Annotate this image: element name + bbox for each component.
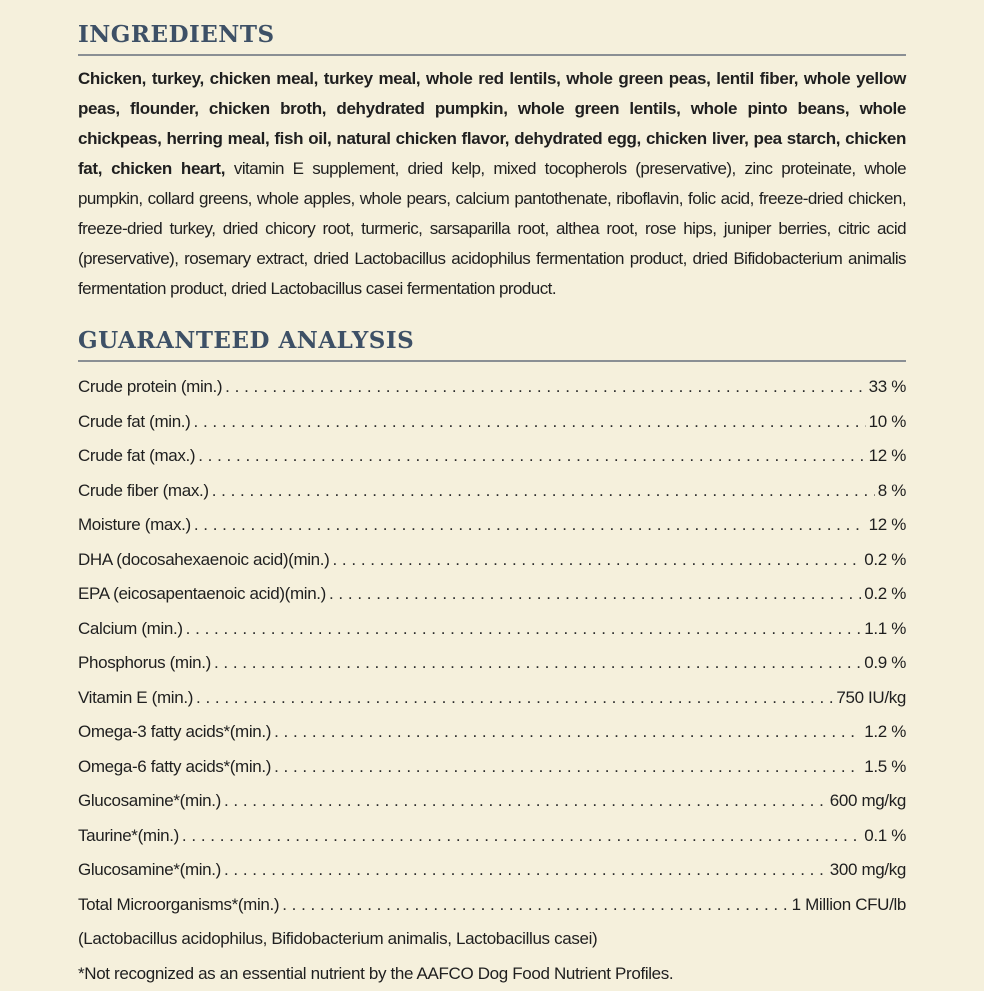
leader-dots — [182, 819, 861, 854]
analysis-value: 12 % — [869, 508, 906, 543]
ingredients-divider — [78, 54, 906, 56]
analysis-row — [78, 715, 906, 750]
analysis-row — [78, 405, 906, 440]
analysis-label: DHA (docosahexaenoic acid)(min.) — [78, 543, 329, 578]
analysis-label: Calcium (min.) — [78, 612, 183, 647]
analysis-label: Crude protein (min.) — [78, 370, 222, 405]
leader-dots — [198, 439, 865, 474]
analysis-label: Crude fat (max.) — [78, 439, 195, 474]
leader-dots — [194, 405, 866, 440]
analysis-label: Phosphorus (min.) — [78, 646, 211, 681]
leader-dots — [196, 681, 833, 716]
analysis-label: Moisture (max.) — [78, 508, 191, 543]
analysis-value: 10 % — [869, 405, 906, 440]
analysis-value: 300 mg/kg — [830, 853, 906, 888]
analysis-row — [78, 612, 906, 647]
ingredients-heading: INGREDIENTS — [78, 18, 906, 52]
analysis-label: Vitamin E (min.) — [78, 681, 193, 716]
analysis-label: Glucosamine*(min.) — [78, 853, 221, 888]
analysis-row — [78, 750, 906, 785]
analysis-header — [78, 324, 906, 362]
leader-dots — [225, 370, 865, 405]
analysis-row — [78, 577, 906, 612]
leader-dots — [186, 612, 862, 647]
analysis-row — [78, 646, 906, 681]
analysis-value: 0.2 % — [864, 577, 906, 612]
analysis-label: Crude fiber (max.) — [78, 474, 209, 509]
analysis-row — [78, 474, 906, 509]
analysis-row — [78, 508, 906, 543]
analysis-value: 750 IU/kg — [836, 681, 906, 716]
analysis-heading: GUARANTEED ANALYSIS — [78, 324, 906, 358]
analysis-value: 1 Million CFU/lb — [792, 888, 906, 923]
analysis-label: Total Microorganisms*(min.) — [78, 888, 279, 923]
analysis-row — [78, 543, 906, 578]
analysis-label: Omega-6 fatty acids*(min.) — [78, 750, 271, 785]
analysis-label: Omega-3 fatty acids*(min.) — [78, 715, 271, 750]
analysis-row — [78, 819, 906, 854]
analysis-row — [78, 370, 906, 405]
analysis-row — [78, 784, 906, 819]
microorganisms-note: (Lactobacillus acidophilus, Bifidobacterium animalis, Lactobacillus casei) — [78, 922, 906, 957]
analysis-value: 0.2 % — [864, 543, 906, 578]
leader-dots — [329, 577, 861, 612]
analysis-divider — [78, 360, 906, 362]
analysis-label: Taurine*(min.) — [78, 819, 179, 854]
leader-dots — [214, 646, 861, 681]
analysis-value: 1.1 % — [864, 612, 906, 647]
analysis-value: 0.9 % — [864, 646, 906, 681]
ingredients-list — [78, 64, 906, 304]
analysis-label: EPA (eicosapentaenoic acid)(min.) — [78, 577, 326, 612]
analysis-table — [78, 370, 906, 991]
analysis-row — [78, 681, 906, 716]
ingredients-primary: Chicken, turkey, chicken meal, turkey meal, whole red lentils, whole green peas, lentil fiber, whole yellow peas, flounder, chicken broth, dehydrated pumpkin, whole green lentils, whole pinto beans, whole chickpeas, herring meal, fish oil, natural chicken flavor, dehydrated egg, chicken liver, pea starch, chicken fat, chicken heart, — [78, 69, 906, 178]
leader-dots — [282, 888, 788, 923]
leader-dots — [224, 853, 827, 888]
aafco-footnote: *Not recognized as an essential nutrient by the AAFCO Dog Food Nutrient Profiles. — [78, 957, 906, 991]
analysis-value: 600 mg/kg — [830, 784, 906, 819]
leader-dots — [212, 474, 875, 509]
leader-dots — [194, 508, 866, 543]
leader-dots — [224, 784, 827, 819]
analysis-row — [78, 439, 906, 474]
analysis-row — [78, 888, 906, 923]
analysis-value: 0.1 % — [864, 819, 906, 854]
analysis-label: Crude fat (min.) — [78, 405, 191, 440]
leader-dots — [332, 543, 861, 578]
analysis-label: Glucosamine*(min.) — [78, 784, 221, 819]
analysis-value: 8 % — [878, 474, 906, 509]
analysis-row — [78, 853, 906, 888]
analysis-value: 33 % — [869, 370, 906, 405]
analysis-value: 1.5 % — [864, 750, 906, 785]
analysis-value: 12 % — [869, 439, 906, 474]
leader-dots — [274, 750, 861, 785]
ingredients-secondary: vitamin E supplement, dried kelp, mixed tocopherols (preservative), zinc proteinate, whole pumpkin, collard greens, whole apples, whole pears, calcium pantothenate, riboflavin, folic acid, freeze-dried chicken, freeze-dried turkey, dried chicory root, turmeric, sarsaparilla root, althea root, rose hips, juniper berries, citric acid (preservative), rosemary extract, dried Lactobacillus acidophilus fermentation product, dried Bifidobacterium animalis fermentation product, dried Lactobacillus casei fermentation product. — [78, 159, 906, 298]
analysis-value: 1.2 % — [864, 715, 906, 750]
leader-dots — [274, 715, 861, 750]
